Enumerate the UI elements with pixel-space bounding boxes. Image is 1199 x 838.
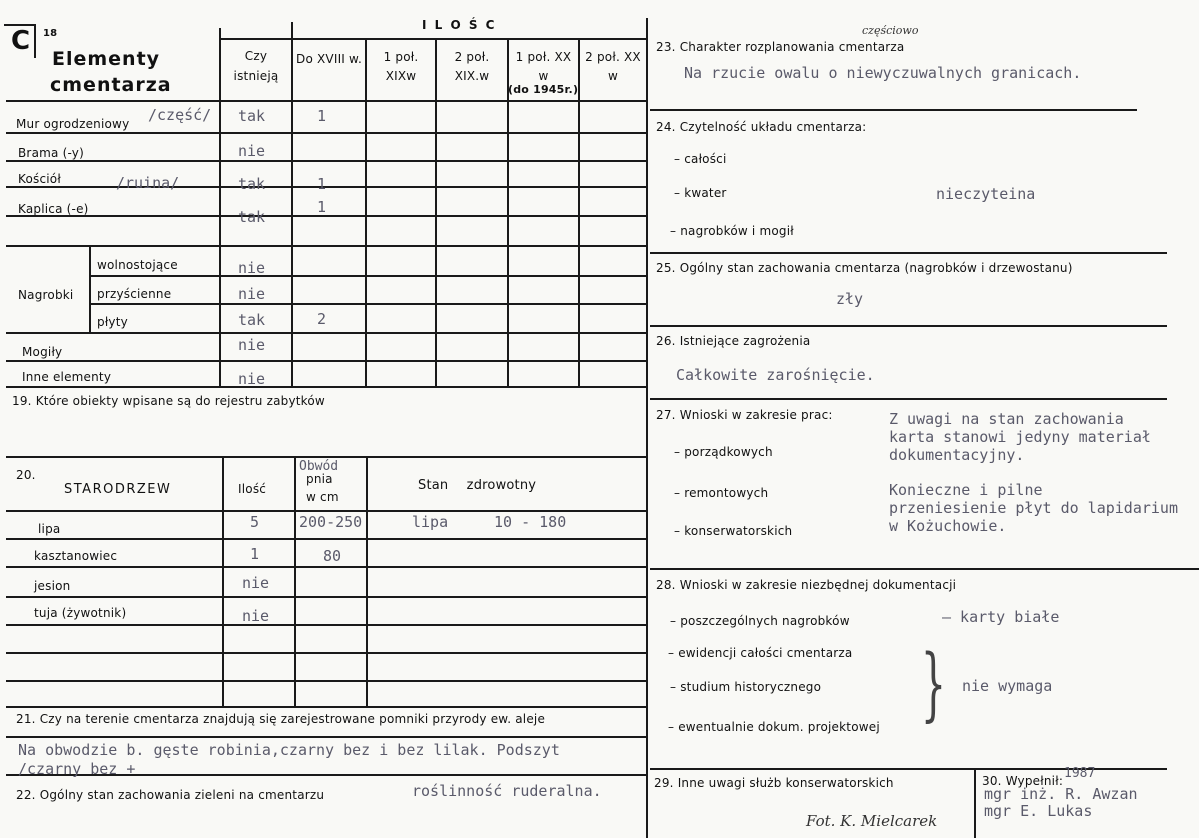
rule: [974, 768, 976, 838]
row-value: tak: [238, 208, 266, 226]
tree-count: nie: [242, 607, 270, 625]
rule: [6, 215, 648, 217]
column-header: I L O Ś C: [422, 18, 497, 32]
rule: [90, 303, 648, 305]
row-value: tak: [238, 107, 266, 125]
rule: [435, 38, 437, 386]
column-header: pnia: [306, 472, 333, 486]
row-label: Brama (-y): [18, 146, 84, 160]
tree-health: lipa: [412, 513, 449, 531]
rule: [89, 245, 91, 332]
rule: [6, 332, 648, 334]
rule: [6, 186, 648, 188]
rule: [6, 245, 648, 247]
starodrzew-title: STARODRZEW: [64, 482, 172, 497]
rule: [650, 109, 1137, 111]
answer-23: Na rzucie owalu o niewyczuwalnych granicach.: [684, 64, 1082, 82]
question-20-number: 20.: [16, 468, 36, 482]
row-count: 1: [317, 198, 327, 216]
row-value: nie: [238, 259, 266, 277]
answer-27-line: dokumentacyjny.: [889, 446, 1025, 464]
rule: [6, 510, 648, 512]
tree-name: kasztanowiec: [34, 549, 118, 563]
rule: [6, 652, 648, 654]
column-header: Stan zdrowotny: [418, 478, 537, 493]
row-value: nie: [238, 285, 266, 303]
row-value: nie: [238, 336, 266, 354]
rule: [6, 160, 648, 162]
column-header: 1 poł. XX w: [515, 50, 572, 83]
answer-25: zły: [836, 290, 864, 308]
rule: [650, 568, 1199, 570]
row-note: /ruina/: [116, 174, 180, 192]
row-label: Inne elementy: [22, 370, 112, 384]
rule: [34, 24, 36, 58]
sub-item: – poszczególnych nagrobków: [670, 614, 850, 628]
rule: [6, 132, 648, 134]
rule: [6, 736, 648, 738]
question-28: 28. Wnioski w zakresie niezbędnej dokumentacji: [656, 578, 957, 592]
answer-22: roślinność ruderalna.: [412, 782, 602, 800]
rule: [6, 596, 648, 598]
answer-30-year: 1987: [1064, 766, 1096, 781]
column-header-note: (do 1945r.): [508, 83, 579, 96]
row-value: tak: [238, 175, 266, 193]
group-label: Nagrobki: [18, 288, 74, 302]
tree-girth: 200-250: [299, 513, 363, 531]
sub-item: – remontowych: [674, 486, 769, 500]
row-label: Kościół: [18, 172, 61, 186]
question-30: 30. Wypełnił:: [982, 774, 1064, 788]
row-label: Mogiły: [22, 345, 63, 359]
answer-28-c: nie wymaga: [962, 677, 1053, 695]
row-label: Kaplica (-e): [18, 202, 89, 216]
row-note: /część/: [148, 106, 212, 124]
row-count: 1: [317, 175, 327, 193]
tree-girth: 80: [323, 547, 342, 565]
row-count: 1: [317, 107, 327, 125]
tree-health: 10 - 180: [494, 513, 567, 531]
answer-27-line: karta stanowi jedyny materiał: [889, 428, 1151, 446]
answer-27-line: Z uwagi na stan zachowania: [889, 410, 1124, 428]
row-label: płyty: [97, 315, 128, 329]
row-value: tak: [238, 311, 266, 329]
rule: [90, 275, 648, 277]
sub-item: – całości: [674, 152, 727, 166]
card-number: 18: [43, 28, 58, 39]
rule: [650, 252, 1167, 254]
question-24: 24. Czytelność układu cmentarza:: [656, 120, 867, 134]
question-19: 19. Które obiekty wpisane są do rejestru zabytków: [12, 394, 325, 408]
rule: [6, 538, 648, 540]
answer-21-line2: /czarny bez +: [18, 760, 136, 778]
answer-24-kwater: nieczyteina: [936, 185, 1036, 203]
rule: [650, 398, 1167, 400]
tree-name: jesion: [34, 579, 71, 593]
rule: [6, 624, 648, 626]
column-header: 2 poł. XX w: [585, 50, 641, 83]
column-header: 2 poł. XIX.w: [454, 50, 490, 83]
rule: [6, 680, 648, 682]
row-count: 2: [317, 310, 327, 328]
rule: [6, 566, 648, 568]
rule: [222, 456, 224, 706]
column-header: Do XVIII w.: [296, 52, 362, 66]
rule: [219, 28, 221, 386]
tree-count: 1: [250, 545, 260, 563]
tree-name: lipa: [38, 522, 61, 536]
rule: [294, 456, 296, 706]
answer-30-name: mgr inż. R. Awzan: [984, 785, 1138, 803]
rule: [6, 100, 648, 102]
rule: [6, 360, 648, 362]
rule: [6, 456, 648, 458]
answer-26: Całkowite zarośnięcie.: [676, 366, 875, 384]
row-label: wolnostojące: [97, 258, 178, 272]
row-label: przyścienne: [97, 287, 172, 301]
question-27: 27. Wnioski w zakresie prac:: [656, 408, 833, 422]
column-header-handwritten: Obwód: [299, 459, 339, 474]
answer-27-line: w Kożuchowie.: [889, 517, 1007, 535]
rule: [366, 456, 368, 706]
rule: [6, 706, 648, 708]
question-23: 23. Charakter rozplanowania cmentarza: [656, 40, 905, 54]
answer-28-a: – karty białe: [942, 608, 1060, 626]
sub-item: – konserwatorskich: [674, 524, 793, 538]
question-26: 26. Istniejące zagrożenia: [656, 334, 811, 348]
handwritten-note: częściowo: [862, 24, 919, 37]
brace-icon: }: [920, 637, 947, 730]
column-header: 1 poł. XIXw: [383, 50, 419, 83]
sub-item: – ewidencji całości cmentarza: [668, 646, 853, 660]
rule: [365, 38, 367, 386]
tree-name: tuja (żywotnik): [34, 606, 127, 620]
rule: [291, 22, 293, 386]
sub-item: – ewentualnie dokum. projektowej: [668, 720, 880, 734]
row-label: Mur ogrodzeniowy: [16, 117, 130, 131]
photographer-signature: Fot. K. Mielcarek: [806, 812, 938, 830]
answer-21-line1: Na obwodzie b. gęste robinia,czarny bez i bez lilak. Podszyt: [18, 741, 560, 759]
rule: [220, 38, 648, 40]
sub-item: – studium historycznego: [670, 680, 822, 694]
answer-30-name: mgr E. Lukas: [984, 802, 1093, 820]
column-header: Czy istnieją: [233, 49, 279, 83]
sub-item: – kwater: [674, 186, 727, 200]
card-letter: C: [11, 26, 31, 56]
rule: [578, 38, 580, 386]
tree-count: 5: [250, 513, 260, 531]
column-header: w cm: [306, 490, 339, 504]
tree-count: nie: [242, 574, 270, 592]
row-value: nie: [238, 142, 266, 160]
sub-item: – porządkowych: [674, 445, 773, 459]
section-title: cmentarza: [50, 74, 172, 96]
answer-27-line: przeniesienie płyt do lapidarium: [889, 499, 1178, 517]
column-header: Ilość: [238, 482, 267, 496]
question-21: 21. Czy na terenie cmentarza znajdują się zarejestrowane pomniki przyrody ew. aleje: [16, 712, 546, 726]
question-29: 29. Inne uwagi służb konserwatorskich: [654, 776, 894, 790]
sub-item: – nagrobków i mogił: [670, 224, 794, 238]
rule: [646, 18, 648, 838]
section-title: Elementy: [52, 48, 161, 70]
rule: [6, 386, 648, 388]
question-25: 25. Ogólny stan zachowania cmentarza (nagrobków i drzewostanu): [656, 261, 1073, 275]
rule: [650, 325, 1167, 327]
row-value: nie: [238, 370, 266, 388]
answer-27-line: Konieczne i pilne: [889, 481, 1043, 499]
question-22: 22. Ogólny stan zachowania zieleni na cmentarzu: [16, 788, 325, 802]
